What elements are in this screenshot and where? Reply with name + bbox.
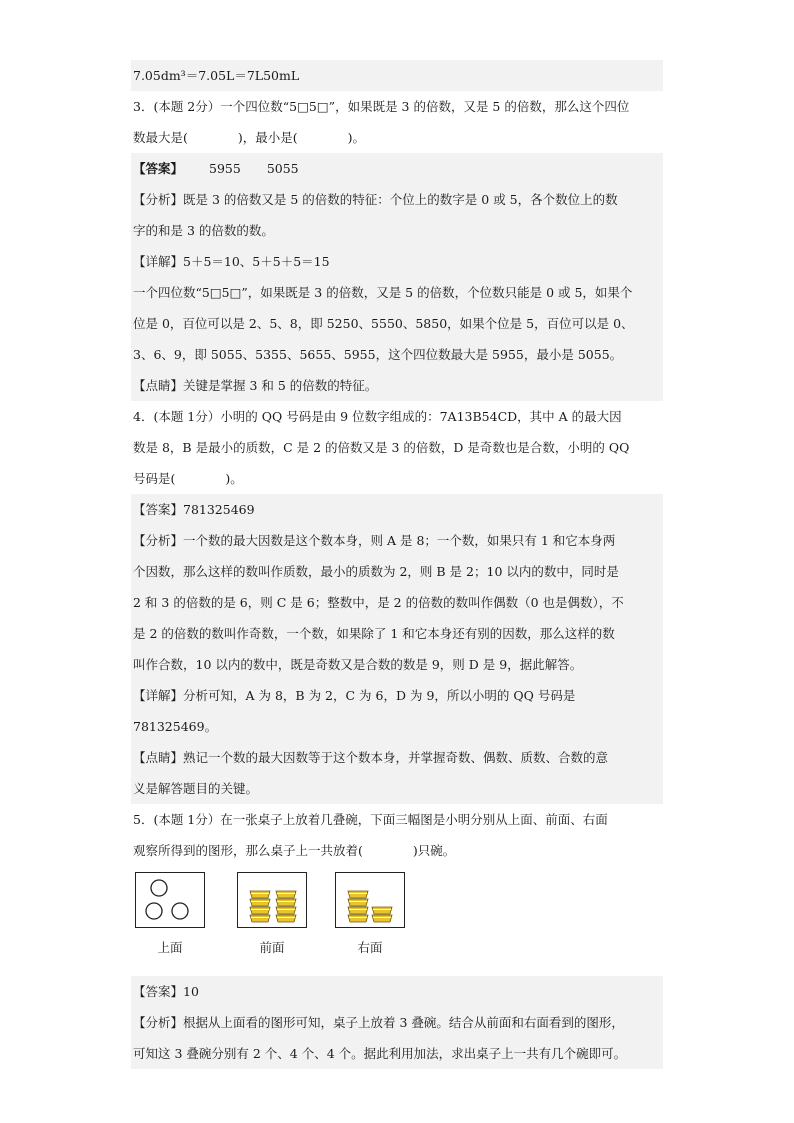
q3-detail-line-2: 一个四位数“5□5□”，如果既是 3 的倍数，又是 5 的倍数，个位数只能是 0 或 5，如果个 bbox=[131, 277, 663, 308]
top-view-box bbox=[135, 872, 205, 928]
q4-question-line-1: 4．(本题 1分）小明的 QQ 号码是由 9 位数字组成的：7A13B54CD，其中 A 的最大因 bbox=[133, 409, 622, 424]
q3-question-line-2: 数最大是( )，最小是( )。 bbox=[133, 130, 366, 145]
right-view-box bbox=[335, 872, 405, 928]
view-figures bbox=[131, 866, 663, 976]
top-view-label: 上面 bbox=[157, 940, 183, 955]
bowl bbox=[348, 915, 368, 922]
answer-tag: 【答案】 bbox=[133, 161, 184, 176]
q3-answer bbox=[131, 153, 663, 184]
bowl-stack-circle bbox=[146, 903, 162, 919]
volume-line: 7.05dm³＝7.05L＝7L50mL bbox=[131, 60, 663, 91]
q3-detail-line-3: 位是 0，百位可以是 2、5、8，即 5250、5550、5850，如果个位是 5，百位可以是 0、 bbox=[131, 308, 663, 339]
bowl-stack-circle bbox=[151, 880, 167, 896]
q4-key-point-line-2: 义是解答题目的关键。 bbox=[131, 773, 663, 804]
right-view-figure bbox=[335, 872, 405, 955]
bowl bbox=[250, 891, 270, 898]
q3-question-line-1: 3．(本题 2分）一个四位数“5□5□”，如果既是 3 的倍数，又是 5 的倍数，那么这个四位 bbox=[133, 99, 630, 114]
q3-answer-min: 5055 bbox=[266, 161, 299, 176]
q4-detail-line-2: 781325469。 bbox=[131, 711, 663, 742]
q4-question-line-2: 数是 8，B 是最小的质数，C 是 2 的倍数又是 3 的倍数，D 是奇数也是合数，小明的 QQ bbox=[133, 440, 630, 455]
q3-analysis-line-2: 字的和是 3 的倍数的数。 bbox=[131, 215, 663, 246]
q4-analysis-line-1: 【分析】一个数的最大因数是这个数本身，则 A 是 8；一个数，如果只有 1 和它本身两 bbox=[131, 525, 663, 556]
bowl bbox=[250, 899, 270, 906]
q5-analysis-line-2: 可知这 3 叠碗分别有 2 个、4 个、4 个。据此利用加法，求出桌子上一共有几个碗即可。 bbox=[131, 1038, 663, 1069]
bowl bbox=[348, 891, 368, 898]
q5-question-line-1: 5．(本题 1分）在一张桌子上放着几叠碗，下面三幅图是小明分别从上面、前面、右面 bbox=[133, 812, 608, 827]
bowl bbox=[276, 907, 296, 914]
q4-question-line-3: 号码是( )。 bbox=[133, 471, 243, 486]
document-page bbox=[131, 60, 663, 1069]
q4-detail-line-1: 【详解】分析可知，A 为 8，B 为 2，C 为 6，D 为 9，所以小明的 QQ 号码是 bbox=[131, 680, 663, 711]
q3-key-point: 【点睛】关键是掌握 3 和 5 的倍数的特征。 bbox=[131, 370, 663, 401]
bowl bbox=[276, 899, 296, 906]
front-view-bowls bbox=[238, 873, 308, 929]
front-view-box bbox=[237, 872, 307, 928]
q4-analysis-line-2: 个因数，那么这样的数叫作质数，最小的质数为 2，则 B 是 2；10 以内的数中，同时是 bbox=[131, 556, 663, 587]
q4-analysis-line-4: 是 2 的倍数的数叫作奇数，一个数，如果除了 1 和它本身还有别的因数，那么这样的数 bbox=[131, 618, 663, 649]
bowl bbox=[372, 907, 392, 914]
q5-answer: 【答案】10 bbox=[131, 976, 663, 1007]
bowl bbox=[276, 891, 296, 898]
bowl bbox=[276, 915, 296, 922]
top-view-circles bbox=[136, 873, 206, 929]
bowl bbox=[348, 907, 368, 914]
top-view-figure bbox=[135, 872, 205, 955]
bowl-stack-circle bbox=[172, 903, 188, 919]
q3-detail-line-1: 【详解】5＋5＝10、5＋5＋5＝15 bbox=[131, 246, 663, 277]
q4-analysis-line-3: 2 和 3 的倍数的是 6，则 C 是 6；整数中，是 2 的倍数的数叫作偶数（0 也是偶数），不 bbox=[131, 587, 663, 618]
q4-key-point-line-1: 【点睛】熟记一个数的最大因数等于这个数本身，并掌握奇数、偶数、质数、合数的意 bbox=[131, 742, 663, 773]
q3-answer-max: 5955 bbox=[209, 161, 241, 176]
bowl bbox=[250, 907, 270, 914]
front-view-figure bbox=[237, 872, 307, 955]
right-view-label: 右面 bbox=[357, 940, 383, 955]
bowl bbox=[348, 899, 368, 906]
q5-question-line-2: 观察所得到的图形，那么桌子上一共放着( )只碗。 bbox=[133, 843, 456, 858]
bowl bbox=[250, 915, 270, 922]
q3-analysis-line-1: 【分析】既是 3 的倍数又是 5 的倍数的特征：个位上的数字是 0 或 5，各个数位上的数 bbox=[131, 184, 663, 215]
q4-answer: 【答案】781325469 bbox=[131, 494, 663, 525]
q3-detail-line-4: 3、6、9，即 5055、5355、5655、5955，这个四位数最大是 5955，最小是 5055。 bbox=[131, 339, 663, 370]
right-view-bowls bbox=[336, 873, 406, 929]
q5-analysis-line-1: 【分析】根据从上面看的图形可知，桌子上放着 3 叠碗。结合从前面和右面看到的图形， bbox=[131, 1007, 663, 1038]
bowl bbox=[372, 915, 392, 922]
q4-analysis-line-5: 叫作合数，10 以内的数中，既是奇数又是合数的数是 9，则 D 是 9，据此解答。 bbox=[131, 649, 663, 680]
front-view-label: 前面 bbox=[259, 940, 285, 955]
